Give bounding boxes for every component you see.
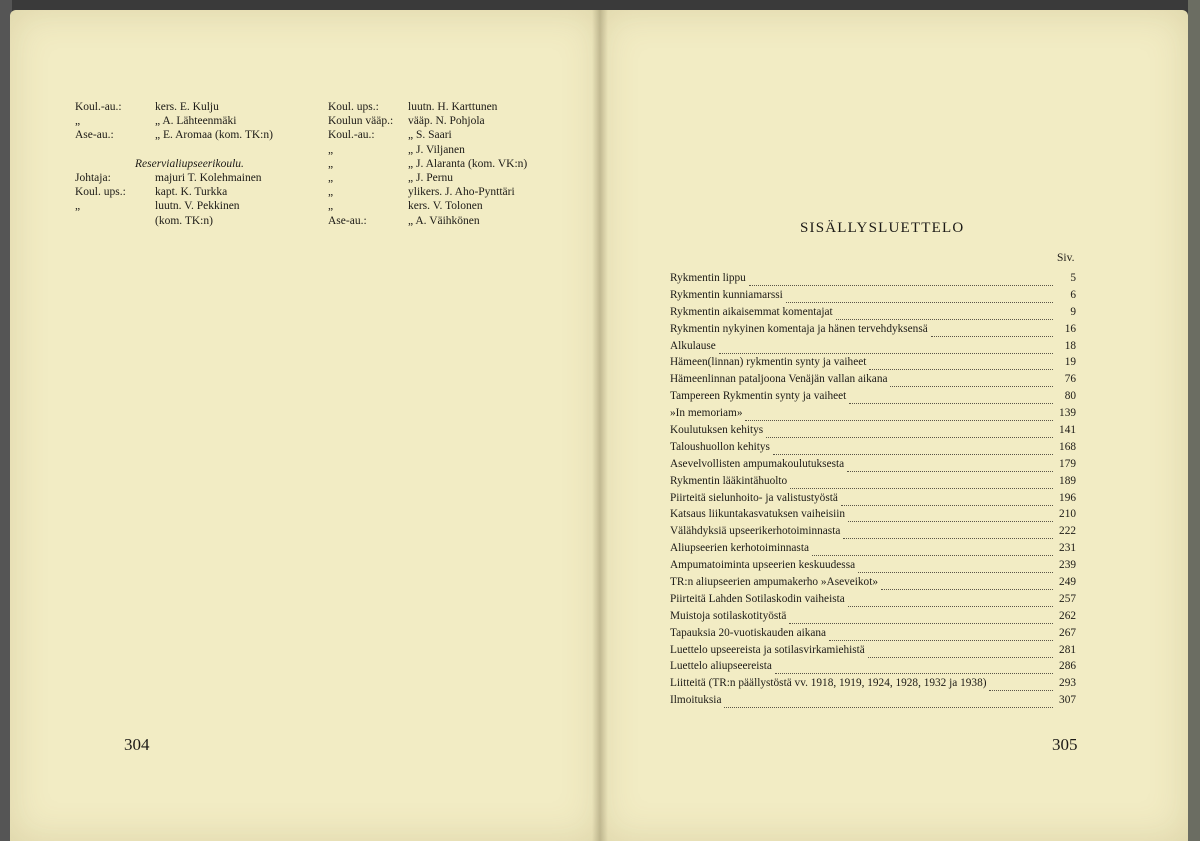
toc-entry-title: Piirteitä Lahden Sotilaskodin vaiheista bbox=[670, 592, 845, 605]
toc-entry-title: Tampereen Rykmentin synty ja vaiheet bbox=[670, 390, 847, 403]
toc-entry-title: Rykmentin nykyinen komentaja ja hänen tervehdyksensä bbox=[670, 322, 928, 335]
staff-role: „ bbox=[328, 186, 334, 199]
toc-entry bbox=[670, 559, 1076, 576]
toc-dot-leader bbox=[829, 631, 1053, 641]
toc-dot-leader bbox=[841, 496, 1053, 506]
staff-name: luutn. H. Karttunen bbox=[408, 101, 498, 113]
staff-name: „ E. Aromaa (kom. TK:n) bbox=[155, 129, 273, 142]
toc-entry-title: Rykmentin lääkintähuolto bbox=[670, 474, 788, 487]
toc-entry bbox=[670, 576, 1076, 593]
staff-name: (kom. TK:n) bbox=[155, 214, 213, 227]
staff-role: Koul.-au.: bbox=[328, 129, 375, 142]
toc-entry-title: Liitteitä (TR:n päällystöstä vv. 1918, 1919, 1924, 1928, 1932 ja 1938) bbox=[670, 677, 987, 690]
toc-entry-title: Rykmentin kunniamarssi bbox=[670, 288, 783, 301]
toc-entry-page: 281 bbox=[1059, 643, 1076, 656]
toc-entry bbox=[670, 340, 1076, 357]
staff-name: „ S. Saari bbox=[408, 129, 452, 142]
table-of-contents bbox=[670, 272, 1076, 711]
toc-entry-title: Tapauksia 20-vuotiskauden aikana bbox=[670, 626, 827, 639]
toc-dot-leader bbox=[849, 394, 1053, 404]
toc-dot-leader bbox=[790, 479, 1053, 489]
toc-entry-page: 262 bbox=[1059, 609, 1076, 622]
toc-dot-leader bbox=[812, 546, 1053, 556]
toc-title: SISÄLLYSLUETTELO bbox=[800, 220, 965, 236]
toc-dot-leader bbox=[989, 681, 1053, 691]
toc-entry bbox=[670, 694, 1076, 711]
toc-entry-page: 196 bbox=[1059, 491, 1076, 504]
staff-role: Johtaja: bbox=[75, 171, 111, 184]
toc-dot-leader bbox=[745, 411, 1053, 421]
staff-role: „ bbox=[75, 115, 81, 128]
toc-entry-page: 293 bbox=[1059, 677, 1076, 690]
toc-dot-leader bbox=[881, 580, 1053, 590]
toc-entry-page: 249 bbox=[1059, 576, 1076, 589]
toc-entry-title: Hämeen(linnan) rykmentin synty ja vaiheet bbox=[670, 356, 867, 369]
staff-name: „ J. Alaranta (kom. VK:n) bbox=[408, 157, 528, 170]
page-number-right: 305 bbox=[1052, 735, 1078, 754]
staff-role: Koul. ups.: bbox=[328, 101, 379, 113]
staff-name: „ J. Pernu bbox=[408, 171, 454, 184]
toc-entry-title: Ampumatoiminta upseerien keskuudessa bbox=[670, 559, 856, 572]
toc-entry-title: Alkulause bbox=[670, 339, 716, 352]
toc-entry bbox=[670, 424, 1076, 441]
toc-entry bbox=[670, 390, 1076, 407]
staff-role: „ bbox=[328, 157, 334, 170]
toc-entry-page: 76 bbox=[1064, 373, 1076, 386]
toc-entry-title: Hämeenlinnan pataljoona Venäjän vallan aikana bbox=[670, 373, 888, 386]
toc-dot-leader bbox=[724, 698, 1053, 708]
staff-role: Koul. ups.: bbox=[75, 186, 126, 199]
toc-entry-page: 168 bbox=[1059, 440, 1076, 453]
toc-dot-leader bbox=[773, 445, 1053, 455]
toc-entry-title: Ilmoituksia bbox=[670, 694, 722, 707]
toc-dot-leader bbox=[789, 614, 1053, 624]
toc-dot-leader bbox=[848, 597, 1053, 607]
toc-entry bbox=[670, 407, 1076, 424]
toc-entry-title: Taloushuollon kehitys bbox=[670, 440, 770, 453]
toc-entry-page: 307 bbox=[1059, 694, 1076, 707]
toc-entry-page: 222 bbox=[1059, 525, 1076, 538]
staff-role: „ bbox=[328, 143, 334, 156]
toc-entry bbox=[670, 289, 1076, 306]
toc-dot-leader bbox=[786, 293, 1053, 303]
page-column-label: Siv. bbox=[1057, 252, 1075, 264]
toc-entry-title: Piirteitä sielunhoito- ja valistustyöstä bbox=[670, 491, 838, 504]
toc-entry-page: 9 bbox=[1070, 305, 1076, 318]
toc-dot-leader bbox=[843, 529, 1053, 539]
toc-entry bbox=[670, 475, 1076, 492]
staff-role: „ bbox=[328, 200, 334, 213]
toc-entry-title: Katsaus liikuntakasvatuksen vaiheisiin bbox=[670, 508, 846, 521]
toc-entry-page: 179 bbox=[1059, 457, 1076, 470]
toc-entry-page: 210 bbox=[1059, 508, 1076, 521]
toc-entry bbox=[670, 525, 1076, 542]
toc-dot-leader bbox=[848, 512, 1053, 522]
toc-entry bbox=[670, 508, 1076, 525]
book-right-edge bbox=[1188, 0, 1200, 841]
staff-name: „ A. Väihkönen bbox=[408, 214, 480, 227]
toc-entry bbox=[670, 610, 1076, 627]
staff-name: kapt. K. Turkka bbox=[155, 186, 228, 199]
toc-entry-page: 16 bbox=[1064, 322, 1076, 335]
toc-entry-title: Luettelo aliupseereista bbox=[670, 660, 772, 673]
toc-entry-page: 5 bbox=[1070, 272, 1076, 284]
toc-entry-page: 6 bbox=[1070, 288, 1076, 301]
toc-entry-page: 286 bbox=[1059, 660, 1076, 673]
toc-dot-leader bbox=[869, 360, 1053, 370]
toc-entry-title: Luettelo upseereista ja sotilasvirkamiehistä bbox=[670, 643, 865, 656]
staff-role: Ase-au.: bbox=[328, 214, 367, 227]
toc-dot-leader bbox=[775, 664, 1053, 674]
toc-entry-page: 267 bbox=[1059, 626, 1076, 639]
toc-entry-title: Muistoja sotilaskotityöstä bbox=[670, 609, 787, 622]
staff-name: „ A. Lähteenmäki bbox=[155, 115, 237, 128]
toc-entry-page: 141 bbox=[1059, 424, 1076, 437]
staff-name: kers. V. Tolonen bbox=[408, 200, 483, 213]
toc-entry-page: 18 bbox=[1064, 339, 1076, 352]
section-heading: Reservialiupseerikoulu. bbox=[135, 157, 244, 170]
staff-role: Koul.-au.: bbox=[75, 101, 122, 113]
toc-entry-title: Rykmentin aikaisemmat komentajat bbox=[670, 305, 833, 318]
staff-role: „ bbox=[328, 171, 334, 184]
staff-name: majuri T. Kolehmainen bbox=[155, 171, 262, 184]
toc-entry-title: Välähdyksiä upseerikerhotoiminnasta bbox=[670, 525, 841, 538]
toc-entry-title: »In memoriam» bbox=[670, 407, 743, 420]
toc-dot-leader bbox=[766, 428, 1053, 438]
toc-entry bbox=[670, 373, 1076, 390]
toc-dot-leader bbox=[749, 276, 1053, 286]
toc-entry bbox=[670, 627, 1076, 644]
toc-entry bbox=[670, 272, 1076, 289]
toc-dot-leader bbox=[931, 327, 1053, 337]
staff-name: kers. E. Kulju bbox=[155, 101, 219, 113]
toc-dot-leader bbox=[858, 563, 1053, 573]
toc-entry-title: Koulutuksen kehitys bbox=[670, 424, 764, 437]
toc-entry-page: 231 bbox=[1059, 542, 1076, 555]
toc-entry-page: 80 bbox=[1064, 390, 1076, 403]
toc-entry bbox=[670, 492, 1076, 509]
staff-name: „ J. Viljanen bbox=[408, 143, 465, 156]
page-number-left: 304 bbox=[124, 735, 150, 754]
book-gutter bbox=[592, 10, 608, 841]
toc-entry bbox=[670, 356, 1076, 373]
toc-entry-title: Aliupseerien kerhotoiminnasta bbox=[670, 542, 809, 555]
toc-entry bbox=[670, 644, 1076, 661]
toc-entry-title: Asevelvollisten ampumakoulutuksesta bbox=[670, 457, 845, 470]
toc-entry-page: 257 bbox=[1059, 592, 1076, 605]
toc-entry bbox=[670, 660, 1076, 677]
toc-entry-page: 19 bbox=[1064, 356, 1076, 369]
toc-entry-title: Rykmentin lippu bbox=[670, 272, 746, 284]
staff-role: „ bbox=[75, 200, 81, 213]
toc-entry-title: TR:n aliupseerien ampumakerho »Aseveikot» bbox=[670, 576, 878, 589]
toc-entry bbox=[670, 323, 1076, 340]
toc-entry-page: 239 bbox=[1059, 559, 1076, 572]
toc-dot-leader bbox=[836, 310, 1053, 320]
toc-dot-leader bbox=[847, 462, 1053, 472]
staff-role: Koulun vääp.: bbox=[328, 115, 394, 128]
staff-role: Ase-au.: bbox=[75, 129, 114, 142]
toc-entry-page: 139 bbox=[1059, 407, 1076, 420]
toc-entry bbox=[670, 441, 1076, 458]
staff-name: luutn. V. Pekkinen bbox=[155, 200, 240, 213]
toc-entry bbox=[670, 306, 1076, 323]
toc-dot-leader bbox=[890, 377, 1053, 387]
staff-name: ylikers. J. Aho-Pynttäri bbox=[408, 186, 515, 199]
toc-entry bbox=[670, 677, 1076, 694]
toc-entry bbox=[670, 542, 1076, 559]
toc-entry bbox=[670, 593, 1076, 610]
toc-dot-leader bbox=[868, 648, 1053, 658]
staff-name: vääp. N. Pohjola bbox=[408, 115, 485, 128]
toc-dot-leader bbox=[719, 344, 1053, 354]
toc-entry-page: 189 bbox=[1059, 474, 1076, 487]
toc-entry bbox=[670, 458, 1076, 475]
